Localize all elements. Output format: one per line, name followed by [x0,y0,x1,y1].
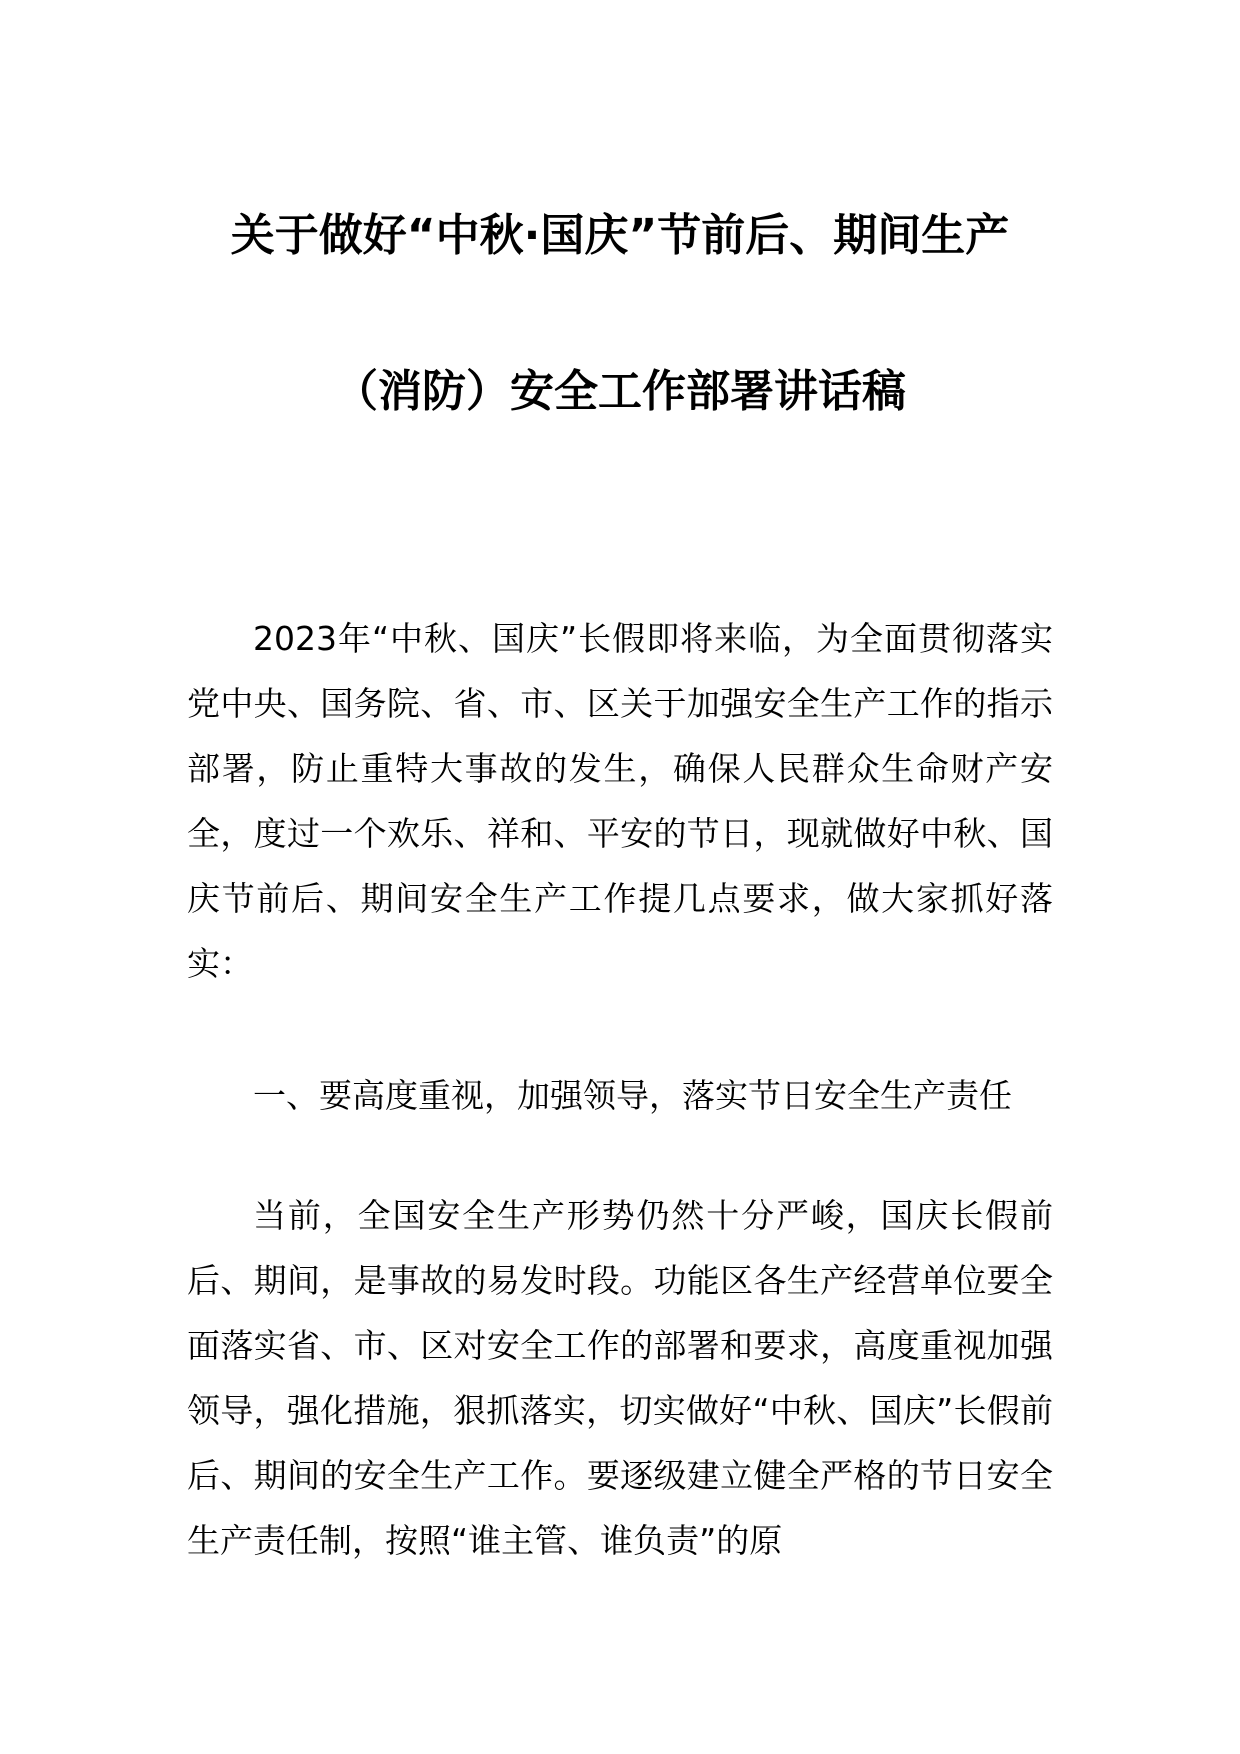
document-title-line-1: 关于做好“中秋·国庆”节前后、期间生产 [230,210,1010,261]
document-title-line-2: （消防）安全工作部署讲话稿 [334,366,906,417]
section-1-heading: 一、要高度重视，加强领导，落实节日安全生产责任 [253,1076,1012,1115]
section-1-paragraph: 当前，全国安全生产形势仍然十分严峻，国庆长假前后、期间，是事故的易发时段。功能区各生产经营单位要全面落实省、市、区对安全工作的部署和要求，高度重视加强领导，强化措施，狠抓落实，切实做好“中秋、国庆”长假前后、期间的安全生产工作。要逐级建立健全严格的节日安全生产责任制，按照“谁主管、谁负责”的原 [187,1196,1053,1560]
intro-paragraph: 2023年“中秋、国庆”长假即将来临，为全面贯彻落实党中央、国务院、省、市、区关于加强安全生产工作的指示部署，防止重特大事故的发生，确保人民群众生命财产安全，度过一个欢乐、祥和、平安的节日，现就做好中秋、国庆节前后、期间安全生产工作提几点要求，做大家抓好落实： [187,619,1053,983]
